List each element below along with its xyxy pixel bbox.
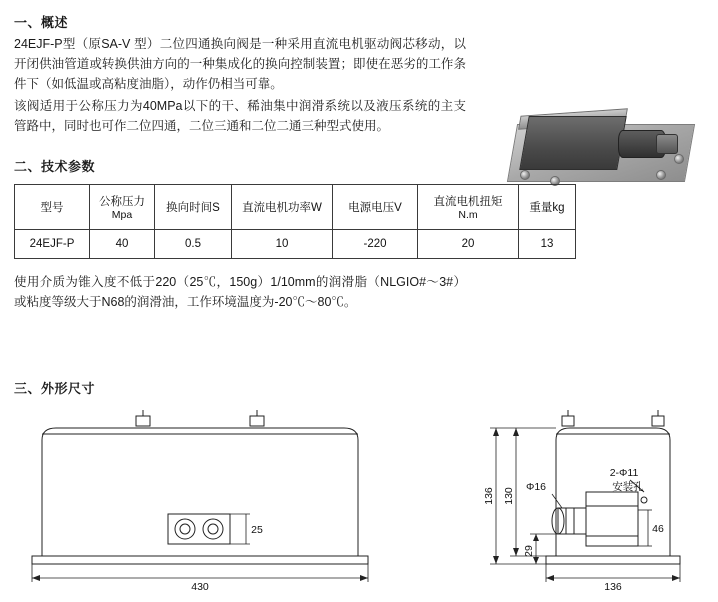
- side-dim-136w: [546, 564, 680, 582]
- front-view-body: [42, 428, 358, 556]
- front-dim-25: [230, 514, 250, 544]
- cell-pressure: 40: [90, 230, 155, 259]
- label-side-lower-height: 29: [523, 545, 535, 557]
- overview-paragraph-2: 该阀适用于公称压力为40MPa以下的干、稀油集中润滑系统以及液压系统的主支管路中，同时也可作二位四通，二位三通和二位二通三种型式使用。: [14, 99, 466, 133]
- dimension-drawing: [0, 396, 718, 596]
- label-mount-hole-note: 安装孔: [612, 481, 644, 493]
- front-view-base: [32, 556, 368, 564]
- product-photo: [506, 110, 696, 190]
- section-params-title: 二、技术参数: [14, 159, 96, 174]
- label-side-inner-height: 130: [503, 487, 515, 505]
- photo-motor-end-cap: [656, 134, 678, 154]
- table-header-row: [15, 185, 576, 230]
- side-dim-46: [638, 510, 652, 546]
- header-cell-motor-torque: 直流电机扭矩 N.m: [418, 185, 519, 230]
- photo-bolt: [656, 170, 666, 180]
- cell-motor-torque: 20: [418, 230, 519, 259]
- label-front-width: 430: [191, 581, 209, 593]
- label-mount-hole: 2-Φ11: [609, 467, 639, 479]
- side-view-port-leader: [552, 494, 562, 508]
- section-overview-title: 一、概述: [14, 15, 69, 30]
- cell-model: 24EJF-P: [15, 230, 90, 259]
- table-row: [15, 230, 576, 259]
- cell-weight: 13: [519, 230, 576, 259]
- header-cell-weight: 重量kg: [519, 185, 576, 230]
- header-cell-voltage: 电源电压V: [333, 185, 418, 230]
- header-cell-switch-time: 换向时间S: [155, 185, 232, 230]
- overview-paragraph-1: 24EJF-P型（原SA-V 型）二位四通换向阀是一种采用直流电机驱动阀芯移动，以开闭供油管道或转换供油方向的一种集成化的换向控制装置；即使在恶劣的工作条件下（如低温或高粘度油脂），动作仍相当可靠。: [14, 37, 466, 91]
- cell-voltage: -220: [333, 230, 418, 259]
- label-port-diameter: Φ16: [525, 481, 547, 493]
- side-view-inner-block: [586, 492, 638, 546]
- side-view-lugs: [562, 410, 664, 426]
- label-side-base-width: 136: [604, 581, 622, 593]
- header-cell-motor-power: 直流电机功率W: [232, 185, 333, 230]
- photo-housing: [519, 116, 627, 170]
- spec-table: [14, 184, 576, 259]
- side-view-base: [546, 556, 680, 564]
- params-note: 使用介质为锥入度不低于220（25℃，150g）1/10mm的润滑脂（NLGIO#～3#）或粘度等级大于N68的润滑油，工作环境温度为-20℃～80℃。: [14, 275, 466, 309]
- front-dim-430: [32, 564, 368, 582]
- section-dimensions-title: 三、外形尺寸: [14, 381, 96, 396]
- photo-bolt: [674, 154, 684, 164]
- cell-motor-power: 10: [232, 230, 333, 259]
- header-cell-pressure: 公称压力 Mpa: [90, 185, 155, 230]
- header-cell-model: 型号: [15, 185, 90, 230]
- photo-bolt: [520, 170, 530, 180]
- front-view-lugs: [136, 410, 264, 426]
- label-side-port-height: 46: [652, 523, 664, 535]
- label-side-total-height: 136: [483, 487, 495, 505]
- side-dim-136h: [490, 428, 556, 564]
- cell-switch-time: 0.5: [155, 230, 232, 259]
- label-front-block-height: 25: [251, 524, 263, 536]
- front-view-port-block: [168, 514, 230, 544]
